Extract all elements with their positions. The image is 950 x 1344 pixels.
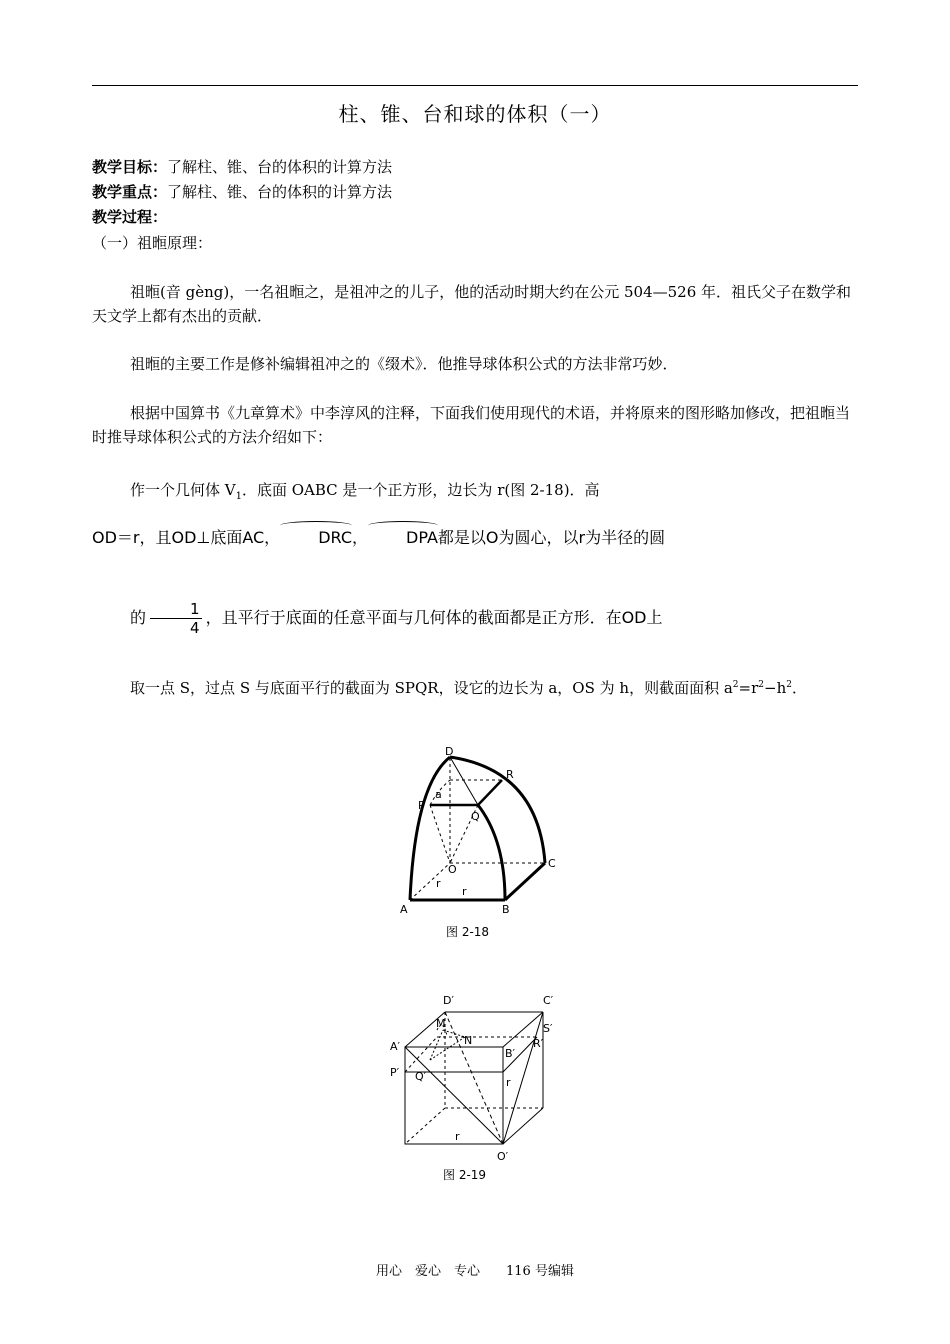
figure-2-18-caption: 图 2-18 [446, 925, 490, 939]
p5-text-b: 都是以O为圆心，以r为半径的圆 [437, 528, 666, 547]
fig2-label-M: M [436, 1017, 446, 1030]
fig2-label-r-bottom: r [455, 1130, 460, 1143]
paragraph-5 [92, 526, 858, 550]
objectives-line [92, 156, 392, 177]
arc-drc: DRC [280, 526, 352, 550]
objectives-label: 教学目标： [92, 158, 168, 176]
p7-text-b: =r [738, 679, 759, 697]
p7-sup-2: 2 [758, 680, 764, 690]
p5-mid: ， [352, 528, 369, 547]
fig2-label-N: N [464, 1034, 473, 1047]
fig2-label-O: O′ [497, 1150, 509, 1163]
fig2-label-R: R′ [533, 1037, 544, 1050]
paragraph-1: 祖暅(音 gèng)，一名祖暅之，是祖冲之的儿子，他的活动时期大约在公元 504—526 年．祖氏父子在数学和天文学上都有杰出的贡献． [92, 283, 852, 325]
p7-text-c: −h [764, 679, 787, 697]
top-rule [92, 85, 858, 86]
p6-text-b: ，且平行于底面的任意平面与几何体的截面都是正方形．在OD上 [205, 608, 663, 627]
paragraph-7 [92, 673, 858, 700]
paragraph-2: 祖暅的主要工作是修补编辑祖冲之的《缀术》．他推导球体积公式的方法非常巧妙． [130, 355, 678, 373]
paragraph-6 [92, 598, 858, 638]
key-points-label: 教学重点： [92, 183, 168, 201]
fig1-label-D: D [445, 745, 454, 758]
page-footer: 用心 爱心 专心 116 号编辑 [376, 1264, 574, 1279]
fig1-label-O: O [448, 863, 457, 876]
fig1-label-A: A [400, 903, 408, 916]
fig2-label-B: B′ [505, 1047, 516, 1060]
fig1-label-B: B [502, 903, 510, 916]
fig2-label-Q: Q′ [415, 1070, 427, 1083]
objectives-text: 了解柱、锥、台的体积的计算方法 [167, 158, 393, 176]
process-line [92, 206, 167, 227]
fraction-one-quarter [150, 600, 202, 637]
fig1-label-P: P [418, 799, 425, 812]
figure-2-18-drawing [390, 745, 570, 920]
p5-text-a: OD＝r，且OD⊥底面AC， [92, 528, 281, 547]
fig2-label-D: D′ [443, 994, 454, 1007]
fig1-label-a: a [435, 788, 442, 801]
p7-text-d: ． [791, 679, 807, 697]
fig1-label-R: R [506, 768, 514, 781]
p7-sup-1: 2 [732, 680, 739, 690]
page-title: 柱、锥、台和球的体积（一） [338, 102, 612, 126]
key-points-text: 了解柱、锥、台的体积的计算方法 [167, 183, 393, 201]
p7-sup-3: 2 [786, 680, 792, 690]
p4-subscript: 1 [235, 491, 242, 502]
fig2-label-C: C′ [543, 994, 554, 1007]
figure-2-18 [390, 745, 570, 924]
fig2-label-P: P′ [390, 1066, 400, 1079]
fig1-label-C: C [548, 857, 556, 870]
fig1-label-Q: Q [471, 810, 480, 823]
p7-text-a: 取一点 S，过点 S 与底面平行的截面为 SPQR，设它的边长为 a，OS 为 h，则截面面积 a [130, 679, 733, 697]
process-label: 教学过程： [92, 208, 168, 226]
figure-2-19-drawing [385, 990, 570, 1165]
fig2-label-A: A′ [390, 1040, 401, 1053]
p6-text-a: 的 [130, 608, 147, 627]
fig1-label-r-side: r [436, 877, 441, 890]
fig2-label-S: S′ [543, 1022, 553, 1035]
fraction-denominator: 4 [190, 619, 200, 637]
figure-2-19-caption: 图 2-19 [443, 1168, 487, 1182]
p4-text-b: ．底面 OABC 是一个正方形，边长为 r(图 2-18)．高 [241, 481, 600, 499]
fraction-numerator: 1 [150, 600, 202, 619]
paragraph-3: 根据中国算书《九章算术》中李淳风的注释，下面我们使用现代的术语，并将原来的图形略加修改，把祖暅当时推导球体积公式的方法介绍如下： [92, 404, 851, 446]
figure-2-19 [385, 990, 570, 1169]
section-heading: （一）祖暅原理： [92, 234, 213, 252]
arc-dpa: DPA [368, 526, 438, 550]
key-points-line [92, 181, 392, 202]
fig1-label-r-base: r [462, 885, 467, 898]
paragraph-4 [92, 478, 858, 509]
p4-text-a: 作一个几何体 V [130, 481, 236, 499]
fig2-label-r-right: r [506, 1076, 511, 1089]
